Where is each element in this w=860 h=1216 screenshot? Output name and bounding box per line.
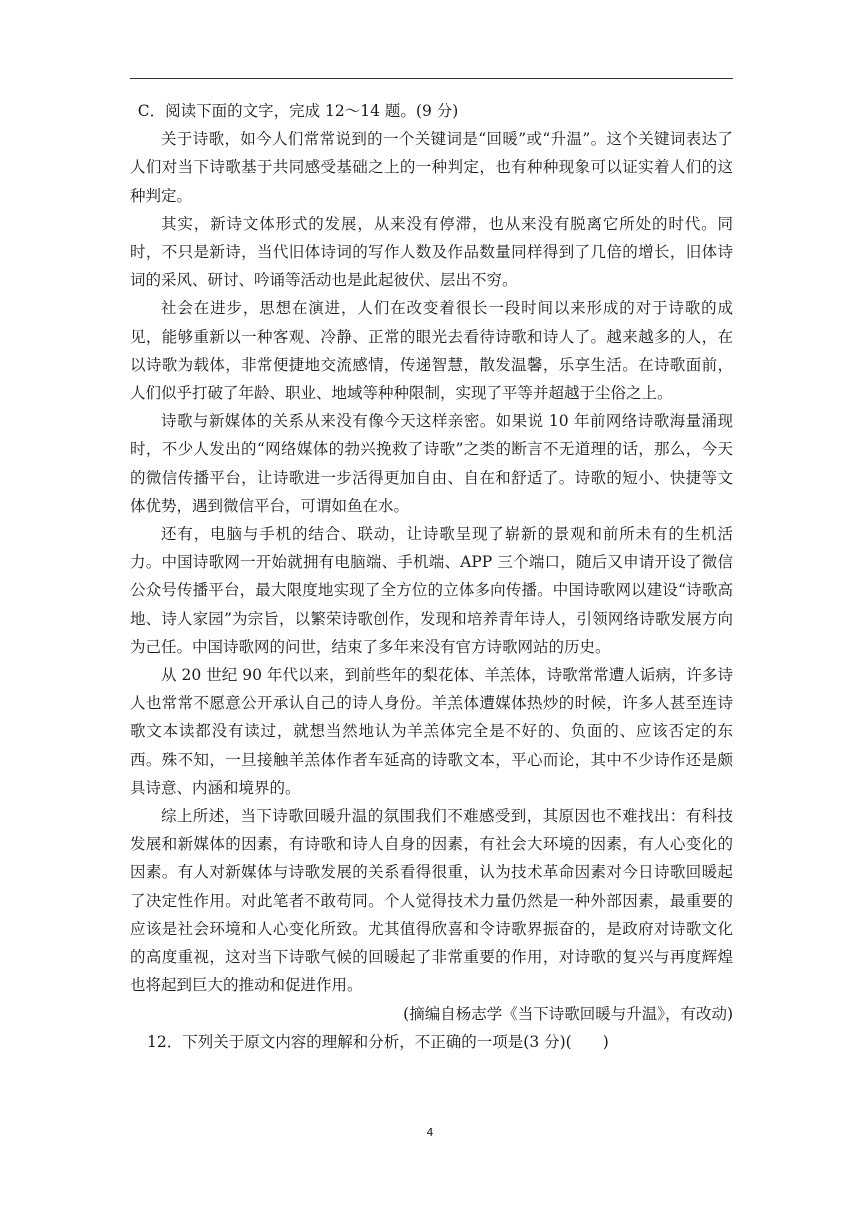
- article-body: [130, 97, 733, 1056]
- header-rule: [130, 78, 733, 79]
- section-heading: C．阅读下面的文字，完成 12～14 题。(9 分): [137, 102, 459, 120]
- paragraph-2: 其实，新诗文体形式的发展，从来没有停滞，也从来没有脱离它所处的时代。同时，不只是新诗，当代旧体诗词的写作人数及作品数量同样得到了几倍的增长，旧体诗词的采风、研讨、吟诵等活动也是此起彼伏、层出不穷。: [130, 214, 733, 290]
- paragraph-1: 关于诗歌，如今人们常常说到的一个关键词是“回暖”或“升温”。这个关键词表达了人们对当下诗歌基于共同感受基础之上的一种判定，也有种种现象可以证实着人们的这种判定。: [130, 130, 733, 205]
- page-number: 4: [426, 1126, 434, 1139]
- paragraph-7: 综上所述，当下诗歌回暖升温的氛围我们不难感受到，其原因也不难找出：有科技发展和新媒体的因素，有诗歌和诗人自身的因素，有社会大环境的因素，有人心变化的因素。有人对新媒体与诗歌发展的关系看得很重，认为技术革命因素对今日诗歌回暖起了决定性作用。对此笔者不敢苟同。个人觉得技术力量仍然是一种外部因素，最重要的应该是社会环境和人心变化所致。尤其值得欣喜和令诗歌界振奋的，是政府对诗歌文化的高度重视，这对当下诗歌气候的回暖起了非常重要的作用，对诗歌的复兴与再度辉煌也将起到巨大的推动和促进作用。: [130, 807, 733, 995]
- paragraph-5: 还有，电脑与手机的结合、联动，让诗歌呈现了崭新的景观和前所未有的生机活力。中国诗歌网一开始就拥有电脑端、手机端、APP 三个端口，随后又申请开设了微信公众号传播平台，最大限度地实现了全方位的立体多向传播。中国诗歌网以建设“诗歌高地、诗人家园”为宗旨，以繁荣诗歌创作，发现和培养青年诗人，引领网络诗歌发展方向为己任。中国诗歌网的问世，结束了多年来没有官方诗歌网站的历史。: [130, 525, 733, 656]
- source-note: (摘编自杨志学《当下诗歌回暖与升温》，有改动): [403, 1004, 733, 1023]
- paragraph-6: 从 20 世纪 90 年代以来，到前些年的梨花体、羊羔体，诗歌常常遭人诟病，许多诗人也常常不愿意公开承认自己的诗人身份。羊羔体遭媒体热炒的时候，许多人甚至连诗歌文本读都没有读过，就想当然地认为羊羔体完全是不好的、负面的、应该否定的东西。殊不知，一旦接触羊羔体作者车延高的诗歌文本，平心而论，其中不少诗作还是颇具诗意、内涵和境界的。: [130, 666, 733, 797]
- paragraph-4: 诗歌与新媒体的关系从来没有像今天这样亲密。如果说 10 年前网络诗歌海量涌现时，不少人发出的“网络媒体的勃兴挽救了诗歌”之类的断言不无道理的话，那么，今天的微信传播平台，让诗歌进一步活得更加自由、自在和舒适了。诗歌的短小、快捷等文体优势，遇到微信平台，可谓如鱼在水。: [130, 412, 733, 515]
- paragraph-3: 社会在进步，思想在演进，人们在改变着很长一段时间以来形成的对于诗歌的成见，能够重新以一种客观、冷静、正常的眼光去看待诗歌和诗人了。越来越多的人，在以诗歌为载体，非常便捷地交流感情，传递智慧，散发温馨，乐享生活。在诗歌面前，人们似乎打破了年龄、职业、地域等种种限制，实现了平等并超越于尘俗之上。: [130, 299, 733, 403]
- question-12: 12．下列关于原文内容的理解和分析，不正确的一项是(3 分)( ): [147, 1032, 609, 1051]
